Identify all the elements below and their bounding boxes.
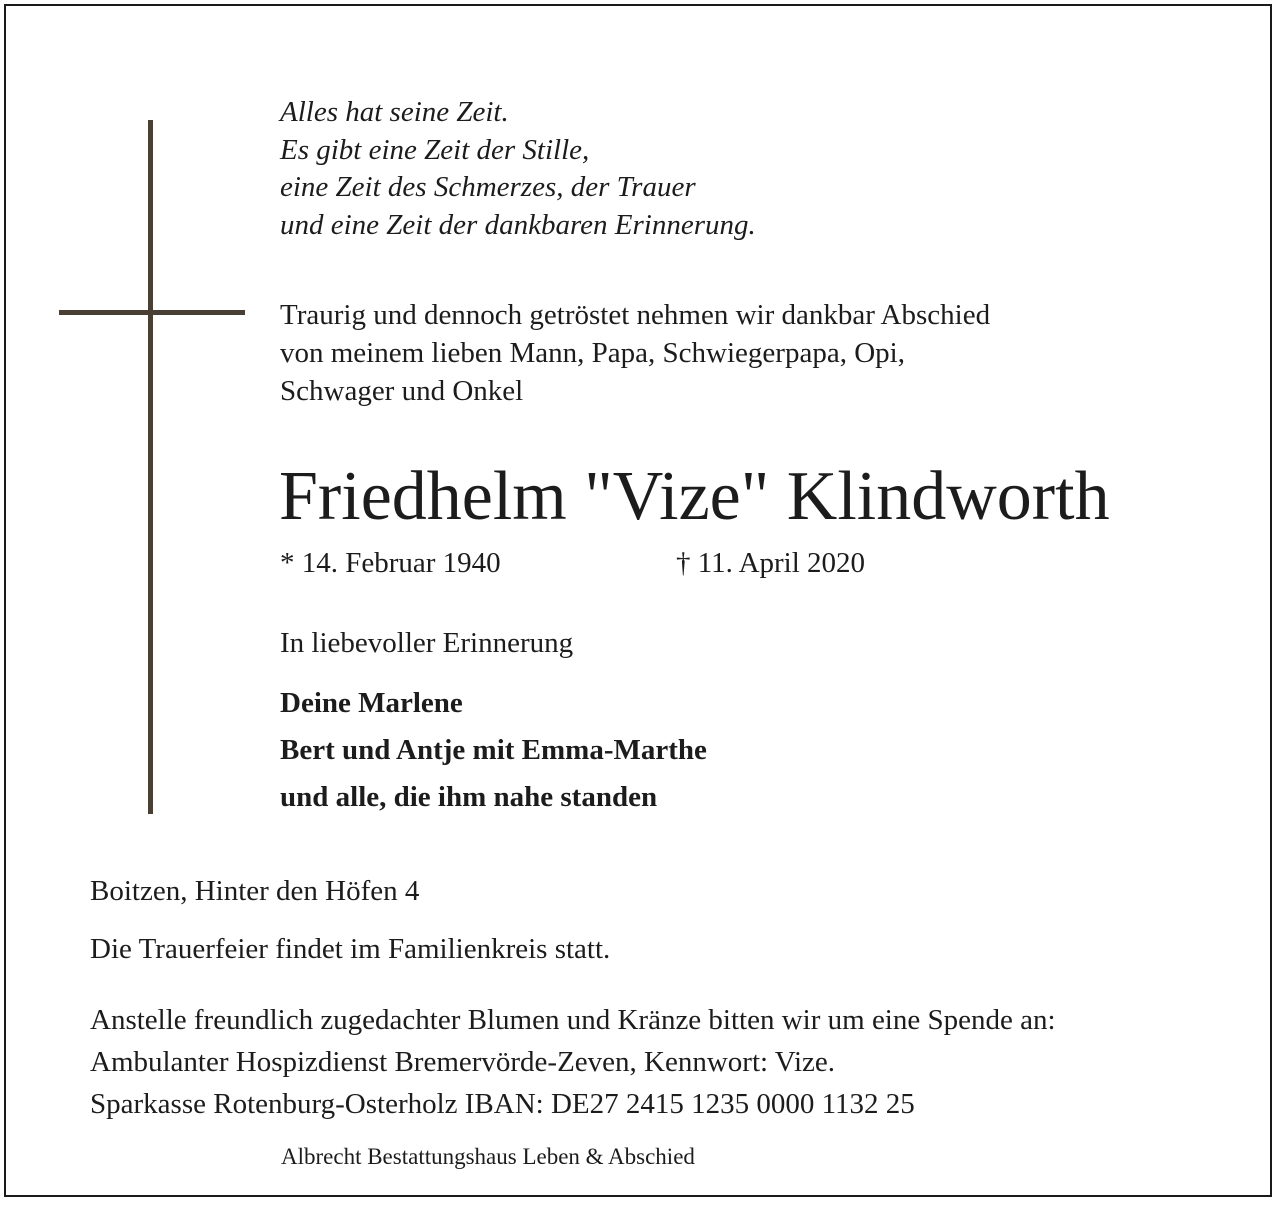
donation-info	[90, 999, 1056, 1125]
memory-line: In liebevoller Erinnerung	[280, 627, 574, 659]
mourners	[280, 680, 707, 821]
mourner-line: und alle, die ihm nahe standen	[280, 781, 658, 813]
deceased-name: Friedhelm "Vize" Klindworth	[279, 458, 1110, 535]
donation-line: Ambulanter Hospizdienst Bremervörde-Zeven, Kennwort: Vize.	[90, 1046, 836, 1078]
poem	[280, 94, 756, 244]
cross-icon-crossbar	[59, 310, 245, 315]
mourner-line: Deine Marlene	[280, 687, 463, 719]
funeral-home: Albrecht Bestattungshaus Leben & Abschied	[281, 1144, 695, 1169]
death-date: † 11. April 2020	[676, 547, 866, 579]
mourner-line: Bert und Antje mit Emma-Marthe	[280, 734, 707, 766]
poem-line: Es gibt eine Zeit der Stille,	[280, 133, 590, 166]
poem-line: eine Zeit des Schmerzes, der Trauer	[280, 171, 696, 203]
cross-icon	[148, 120, 153, 814]
address: Boitzen, Hinter den Höfen 4	[90, 875, 420, 907]
ceremony-note: Die Trauerfeier findet im Familienkreis statt.	[90, 933, 611, 965]
donation-line: Sparkasse Rotenburg-Osterholz IBAN: DE27 2415 1235 0000 1132 25	[90, 1088, 915, 1120]
donation-line: Anstelle freundlich zugedachter Blumen und Kränze bitten wir um eine Spende an:	[90, 1004, 1056, 1036]
intro-line: Traurig und dennoch getröstet nehmen wir dankbar Abschied	[280, 299, 991, 331]
farewell-intro	[280, 296, 990, 410]
poem-line: und eine Zeit der dankbaren Erinnerung.	[280, 208, 756, 241]
intro-line: Schwager und Onkel	[280, 375, 524, 407]
birth-date: * 14. Februar 1940	[280, 547, 501, 579]
poem-line: Alles hat seine Zeit.	[280, 96, 509, 128]
intro-line: von meinem lieben Mann, Papa, Schwiegerpapa, Opi,	[280, 337, 905, 369]
